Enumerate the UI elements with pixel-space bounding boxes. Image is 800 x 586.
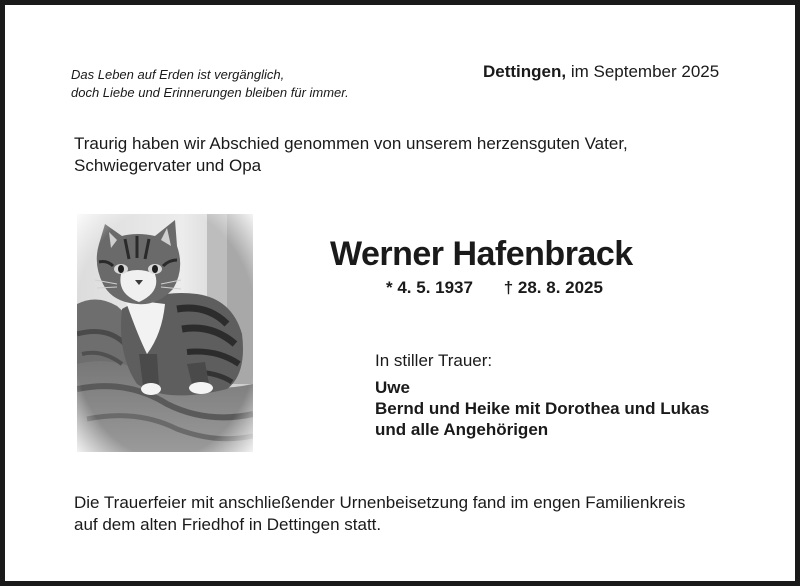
memorial-quote	[71, 66, 349, 102]
funeral-note-line-2: auf dem alten Friedhof in Dettingen statt.	[74, 515, 382, 534]
intro-line-1: Traurig haben wir Abschied genommen von unserem herzensguten Vater,	[74, 134, 628, 153]
mourners-list	[375, 377, 709, 440]
place: Dettingen,	[483, 62, 567, 81]
place-and-date	[483, 62, 719, 82]
mourner-entry: und alle Angehörigen	[375, 420, 549, 439]
funeral-note	[74, 492, 685, 536]
life-dates	[386, 278, 603, 298]
funeral-note-line-1: Die Trauerfeier mit anschließender Urnenbeisetzung fand im engen Familienkreis	[74, 493, 686, 512]
date: im September 2025	[570, 62, 720, 81]
mourning-label: In stiller Trauer:	[375, 351, 493, 370]
mourner-entry: Uwe	[375, 378, 410, 397]
birth-date: * 4. 5. 1937	[386, 278, 473, 297]
deceased-name: Werner Hafenbrack	[330, 235, 633, 273]
quote-line-1: Das Leben auf Erden ist vergänglich,	[71, 67, 285, 82]
intro-line-2: Schwiegervater und Opa	[74, 156, 262, 175]
mourner-entry: Bernd und Heike mit Dorothea und Lukas	[375, 399, 710, 418]
cat-photo	[77, 214, 253, 452]
intro-text	[74, 133, 628, 177]
quote-line-2: doch Liebe und Erinnerungen bleiben für immer.	[71, 85, 349, 100]
death-date: † 28. 8. 2025	[503, 278, 603, 297]
